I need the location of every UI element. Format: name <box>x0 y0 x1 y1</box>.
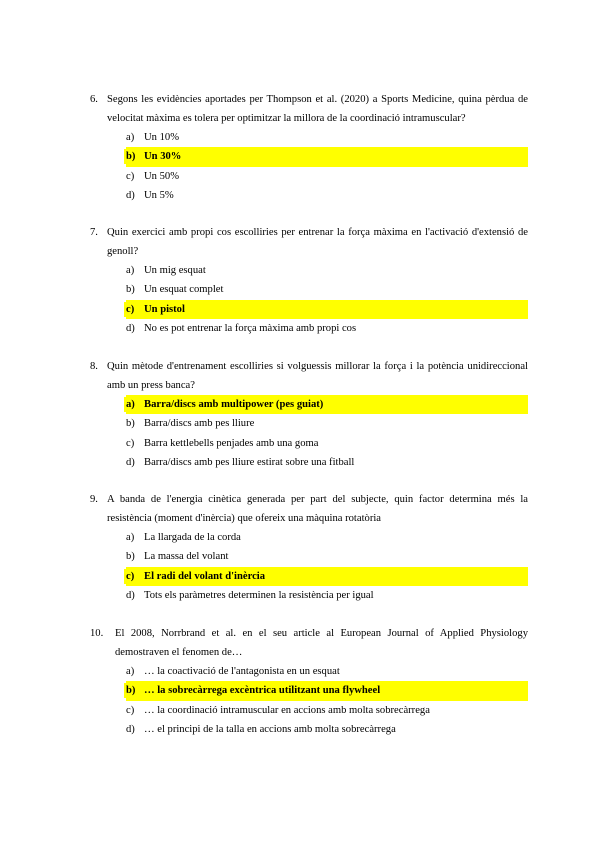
option-text: Un 5% <box>144 189 174 201</box>
option-c <box>126 701 528 720</box>
option-d <box>126 319 528 338</box>
option-letter: a) <box>126 532 135 543</box>
option-list <box>90 662 528 739</box>
option-d <box>126 720 528 739</box>
option-text: La massa del volant <box>144 551 229 563</box>
option-letter: b) <box>126 685 136 697</box>
option-b-correct <box>126 147 528 166</box>
question-6 <box>90 90 528 205</box>
option-letter: b) <box>126 551 135 563</box>
option-text: … el principi de la talla en accions amb molta sobrecàrrega <box>144 723 396 735</box>
option-b-correct <box>126 681 528 700</box>
option-list <box>90 528 528 605</box>
question-text: Quin exercici amb propi cos escolliries per entrenar la força màxima en l'activació d'extensió de genoll? <box>107 227 528 257</box>
question-number: 10. <box>90 628 104 639</box>
option-text: Barra/discs amb pes lliure <box>144 418 255 430</box>
option-a <box>126 528 528 547</box>
option-d <box>126 186 528 205</box>
option-letter: a) <box>126 666 135 677</box>
option-list <box>90 261 528 338</box>
option-b <box>126 280 528 299</box>
option-text: Un pistol <box>144 303 185 315</box>
question-text: Quin mètode d'entrenament escolliries si volguessis millorar la força i la potència unidireccional amb un press banca? <box>107 361 528 391</box>
option-c-correct <box>126 567 528 586</box>
option-a <box>126 128 528 147</box>
option-list <box>90 395 528 472</box>
question-number: 6. <box>90 94 98 105</box>
question-number: 9. <box>90 494 98 505</box>
option-text: Barra/discs amb multipower (pes guiat) <box>144 399 324 410</box>
option-list <box>90 128 528 205</box>
question-number: 7. <box>90 227 98 238</box>
option-letter: d) <box>126 723 135 735</box>
option-b <box>126 414 528 433</box>
option-text: Barra/discs amb pes lliure estirat sobre una fitball <box>144 456 355 468</box>
option-a-correct <box>126 395 528 414</box>
question-number: 8. <box>90 361 98 372</box>
option-c <box>126 167 528 186</box>
option-text: … la coactivació de l'antagonista en un esquat <box>144 666 340 677</box>
option-text: El radi del volant d'inèrcia <box>144 570 266 582</box>
option-letter: c) <box>126 303 135 315</box>
option-text: … la coordinació intramuscular en accions amb molta sobrecàrrega <box>144 704 430 716</box>
option-text: Un 30% <box>144 151 182 163</box>
option-text: La llargada de la corda <box>144 532 241 543</box>
option-letter: b) <box>126 418 135 430</box>
question-10 <box>90 624 528 739</box>
option-letter: d) <box>126 456 135 468</box>
option-d <box>126 586 528 605</box>
option-text: Un 50% <box>144 170 180 182</box>
question-text: El 2008, Norrbrand et al. en el seu article al European Journal of Applied Physiology demostraven el fenomen de… <box>115 628 528 658</box>
option-letter: d) <box>126 589 135 601</box>
option-text: Un 10% <box>144 132 180 143</box>
option-letter: c) <box>126 170 135 182</box>
option-text: Un esquat complet <box>144 284 224 296</box>
option-letter: a) <box>126 399 135 410</box>
question-9 <box>90 490 528 605</box>
question-text: A banda de l'energia cinètica generada per part del subjecte, quin factor determina més la resistència (moment d'inèrcia) que ofereix una màquina rotatòria <box>107 494 528 524</box>
question-7 <box>90 223 528 338</box>
option-letter: a) <box>126 265 135 276</box>
option-d <box>126 453 528 472</box>
option-letter: c) <box>126 437 135 449</box>
question-text: Segons les evidències aportades per Thompson et al. (2020) a Sports Medicine, quina pèrdua de velocitat màxima es tolera per optimitzar la millora de la coordinació intramuscular? <box>107 94 528 124</box>
option-a <box>126 261 528 280</box>
option-letter: d) <box>126 189 135 201</box>
option-c <box>126 434 528 453</box>
option-letter: a) <box>126 132 135 143</box>
option-text: Barra kettlebells penjades amb una goma <box>144 437 319 449</box>
option-text: … la sobrecàrrega excèntrica utilitzant una flywheel <box>144 685 381 697</box>
option-letter: b) <box>126 284 135 296</box>
option-b <box>126 547 528 566</box>
option-text: No es pot entrenar la força màxima amb propi cos <box>144 322 357 334</box>
question-8 <box>90 357 528 472</box>
option-letter: b) <box>126 151 136 163</box>
option-letter: c) <box>126 570 135 582</box>
option-a <box>126 662 528 681</box>
option-letter: d) <box>126 322 135 334</box>
option-text: Un mig esquat <box>144 265 206 276</box>
option-c-correct <box>126 300 528 319</box>
option-text: Tots els paràmetres determinen la resistència per igual <box>144 589 374 601</box>
option-letter: c) <box>126 704 135 716</box>
